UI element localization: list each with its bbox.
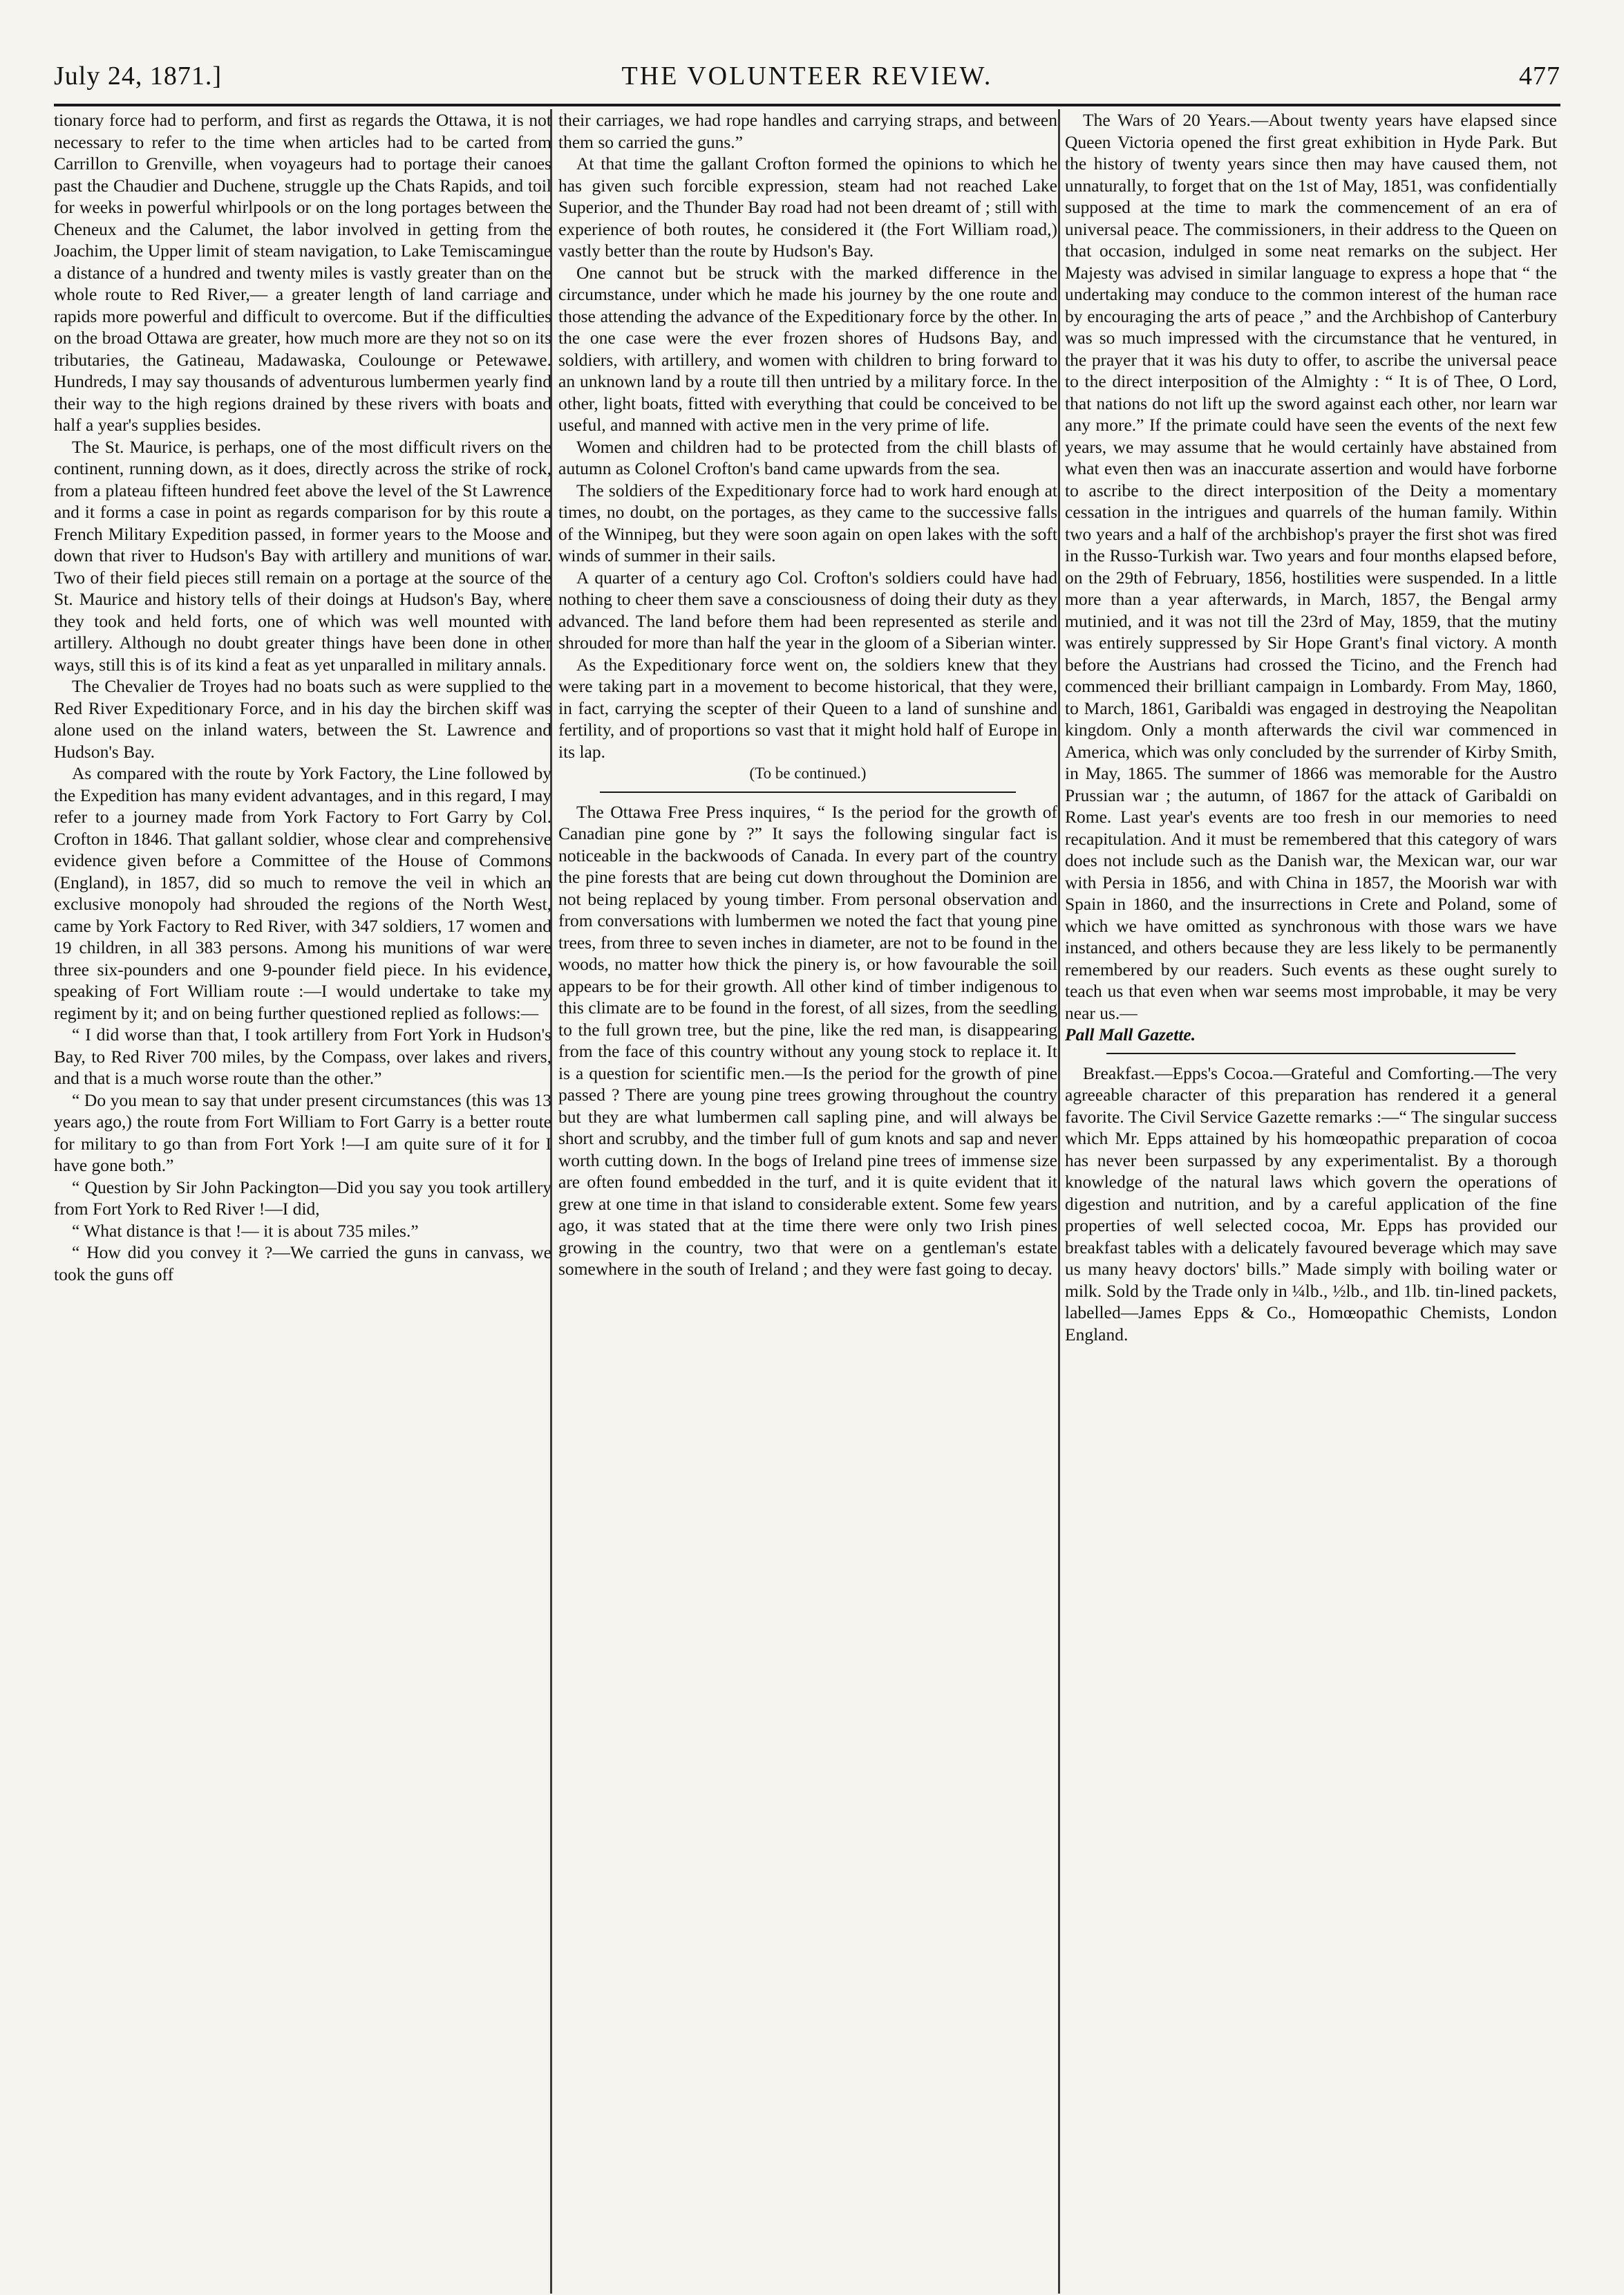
article-paragraph: Women and children had to be protected from the chill blasts of autumn as Colonel Crofton's band came upwards from the sea.	[558, 436, 1057, 478]
to-be-continued: (To be continued.)	[749, 765, 867, 782]
article-paragraph: At that time the gallant Crofton formed the opinions to which he has given such forcible expression, steam had not reached Lake Superior, and the Thunder Bay road had not been dreamt of ; still with experience of both routes, he considered it (the Fort William road,) vastly better than the route by Hudson's Bay.	[558, 153, 1057, 261]
article-paragraph: The Chevalier de Troyes had no boats such as were supplied to the Red River Expeditionary Force, and in his day the birchen skiff was alone used on the inland waters, between the St. Lawrence and Hudson's Bay.	[54, 676, 551, 762]
column-3	[1065, 109, 1557, 2273]
pine-article-paragraph: The Ottawa Free Press inquires, “ Is the period for the growth of Canadian pine gone by ?” It says the following singular fact is noticeable in the backwoods of Canada. In every part of the country the pine forests that are being cut down throughout the Dominion are not being replaced by young timber. From personal observation and from conversations with lumbermen we noted the fact that young pine trees, from three to seven inches in diameter, are not to be found in the woods, no matter how thick the pinery is, or how favourable the soil appears to be for their growth. All other kind of timber indigenous to this climate are to be found in the forest, of all sizes, from the seedling to the full grown tree, but the pine, like the red man, is disappearing from the face of this country without any young stock to replace it. It is a question for scientific men.—Is the period for the growth of pine passed ? There are young pine trees growing throughout the country but they are what lumbermen call sapling pine, and will always be short and scrubby, and the timber full of gum knots and sap and never worth cutting down. In the bogs of Ireland pine trees of immense size are often found embedded in the turf, and it is quite evident that it grew at one time in that island to considerable extent. Some few years ago, it was stated that at the time there were only two Irish pines growing in the country, two that were on a gentleman's estate somewhere in the south of Ireland ; and they were fast going to decay.	[558, 801, 1057, 1279]
column-1	[54, 109, 551, 2273]
article-paragraph: As compared with the route by York Factory, the Line followed by the Expedition has many evident advantages, and in this regard, I may refer to a journey made from York Factory to Fort Garry by Col. Crofton in 1846. That gallant soldier, whose clear and comprehensive evidence given before a Committee of the House of Commons (England), in 1857, did so much to remove the veil in which an exclusive monopoly had shrouded the regions of the North West, came by York Factory to Red River, with 347 soldiers, 17 women and 19 children, in all 383 persons. Among his munitions of war were three six-pounders and one 9-pounder field piece. In his evidence, speaking of Fort William route :—I would undertake to take my regiment by it; and on being further questioned replied as follows:—	[54, 763, 551, 1023]
article-paragraph: tionary force had to perform, and first as regards the Ottawa, it is not necessary to refer to the time when articles had to be carted from Carrillon to Grenville, when voyageurs had to portage their canoes past the Chaudier and Duchene, struggle up the Chats Rapids, and toil for weeks in powerful whirlpools or on the long portages between the Cheneux and the Calumet, the labor involved in getting from the Joachim, the Upper limit of steam navigation, to Lake Temiscamingue a distance of a hundred and twenty miles is vastly greater than on the whole route to Red River,— a greater length of land carriage and rapids more powerful and difficult to overcome. But if the difficulties on the broad Ottawa are greater, how much more are they not so on its tributaries, the Gatineau, Madawaska, Coulounge or Petewawe. Hundreds, I may say thousands of adventurous lumbermen yearly find their way to the high regions drained by these rivers with boats and half a year's supplies besides.	[54, 110, 551, 435]
section-separator	[1106, 1053, 1516, 1054]
article-paragraph: their carriages, we had rope handles and carrying straps, and between them so carried the guns.”	[558, 110, 1057, 152]
quote-paragraph: “ Question by Sir John Packington—Did you say you took artillery from Fort York to Red River !—I did,	[54, 1177, 551, 1219]
section-separator	[600, 791, 1016, 793]
column-divider	[1058, 109, 1060, 2294]
header-page-number: 477	[1519, 62, 1560, 91]
page-header	[54, 61, 1560, 102]
article-paragraph: One cannot but be struck with the marked difference in the circumstance, under which he made his journey by the one route and those attending the advance of the Expeditionary force by the other. In the one case were the ever frozen shores of Hudsons Bay, and soldiers, with artillery, and women with children to bring forward to an unknown land by a route till then untried by a military force. In the other, light boats, fitted with everything that could be conceived to be useful, and manned with active men in the very prime of life.	[558, 262, 1057, 435]
quote-paragraph: “ Do you mean to say that under present circumstances (this was 13 years ago,) the route from Fort William to Fort Garry is a better route for military to go than from Fort York !—I am quite sure of it for I have gone both.”	[54, 1089, 551, 1175]
article-paragraph: As the Expeditionary force went on, the soldiers knew that they were taking part in a movement to become historical, that they were, in fact, carrying the scepter of their Queen to a land of sunshine and fertility, and of proportions so vast that it might hold half of Europe in its lap.	[558, 654, 1057, 762]
header-rule	[54, 104, 1560, 106]
header-date: July 24, 1871.]	[54, 62, 222, 91]
column-2	[558, 109, 1057, 2273]
article-paragraph: The soldiers of the Expeditionary force had to work hard enough at times, no doubt, on the portages, as they came to the successive falls of the Winnipeg, but they were soon again on open lakes with the soft winds of summer in their sails.	[558, 480, 1057, 565]
quote-paragraph: “ How did you convey it ?—We carried the guns in canvass, we took the guns off	[54, 1242, 551, 1284]
article-paragraph: A quarter of a century ago Col. Crofton's soldiers could have had nothing to cheer them save a consciousness of doing their duty as they advanced. The land before them had been represented as sterile and shrouded for more than half the year in the gloom of a Siberian winter.	[558, 567, 1057, 653]
wars-article-paragraph: The Wars of 20 Years.—About twenty years have elapsed since Queen Victoria opened the first great exhibition in Hyde Park. But the history of twenty years since then may have caused them, not unnaturally, to forget that on the 1st of May, 1851, was confidentially supposed at the time to mark the commencement of an era of universal peace. The commissioners, in their address to the Queen on that occasion, indulged in some neat remarks on the subject. Her Majesty was advised in similar language to express a hope that “ the undertaking may conduce to the common interest of the human race by encouraging the arts of peace ,” and the Archbishop of Canterbury was so much impressed with the circumstance that he ventured, in the prayer that it was his duty to offer, to ascribe the universal peace to the direct interposition of the Almighty : “ It is of Thee, O Lord, that nations do not lift up the sword against each other, nor learn war any more.” If the primate could have seen the events of the next few years, we may assume that he would certainly have abstained from what even then was an inaccurate assertion and would have forborne to ascribe to the direct interposition of the Deity a momentary cessation in the intrigues and quarrels of the human family. Within two years and a half of the archbishop's prayer the first shot was fired in the Russo-Turkish war. Two years and four months elapsed before, on the 29th of February, 1856, hostilities were suspended. In a little more than a year afterwards, in March, 1857, the Bengal army mutinied, and it was not till the 23rd of May, 1859, that the mutiny was entirely suppressed by Sir Hope Grant's final victory. A month before the Austrians had crossed the Ticino, and the French had commenced their brilliant campaign in Lombardy. From May, 1860, to March, 1861, Garibaldi was engaged in destroying the Neapolitan kingdom. Only a month afterwards the civil war commenced in America, which was only concluded by the surrender of Kirby Smith, in May, 1865. The summer of 1866 was memorable for the Austro Prussian war ; the autumn, of 1867 for the attack of Garibaldi on Rome. Last year's events are too fresh in our memories to need recapitulation. And it must be remembered that this category of wars does not include such as the Danish war, the Mexican war, our war with Persia in 1856, and with China in 1857, the Moorish war with Spain in 1860, and the insurrections in Crete and Poland, some of which we have omitted as synchronous with those wars we have instanced, and others because they are less likely to be permanently remembered by our readers. Such events as these ought surely to teach us that even when war seems most improbable, it may be very near us.—	[1065, 110, 1557, 1023]
quote-paragraph: “ I did worse than that, I took artillery from Fort York in Hudson's Bay, to Red River 700 miles, by the Compass, over lakes and rivers, and that is a much worse route than the other.”	[54, 1024, 551, 1088]
header-title: THE VOLUNTEER REVIEW.	[621, 62, 993, 91]
cocoa-advertisement: Breakfast.—Epps's Cocoa.—Grateful and Comforting.—The very agreeable character of this preparation has rendered it a general favorite. The Civil Service Gazette remarks :—“ The singular success which Mr. Epps attained by his homœopathic preparation of cocoa has never been surpassed by any experimentalist. By a thorough knowledge of the natural laws which govern the operations of digestion and nutrition, and by a careful application of the fine properties of well selected cocoa, Mr. Epps has provided our breakfast tables with a delicately favoured beverage which may save us many heavy doctors' bills.” Made simply with boiling water or milk. Sold by the Trade only in ¼lb., ½lb., and 1lb. tin-lined packets, labelled—James Epps & Co., Homœopathic Chemists, London England.	[1065, 1062, 1557, 1345]
article-paragraph: The St. Maurice, is perhaps, one of the most difficult rivers on the continent, running down, as it does, directly across the strike of rock, from a plateau fifteen hundred feet above the level of the St Lawrence and it forms a case in point as regards comparison for by this route a French Military Expedition passed, in former years to the Moose and down that river to Hudson's Bay with artillery and munitions of war. Two of their field pieces still remain on a portage at the source of the St. Maurice and history tells of their doings at Hudson's Bay, where they took and held forts, one of which was well mounted with artillery. Although no doubt greater things have been done in other ways, still this is of its kind a feat as yet unparalled in military annals.	[54, 436, 551, 675]
quote-paragraph: “ What distance is that !— it is about 735 miles.”	[72, 1220, 419, 1241]
article-signature: Pall Mall Gazette.	[1065, 1024, 1196, 1045]
